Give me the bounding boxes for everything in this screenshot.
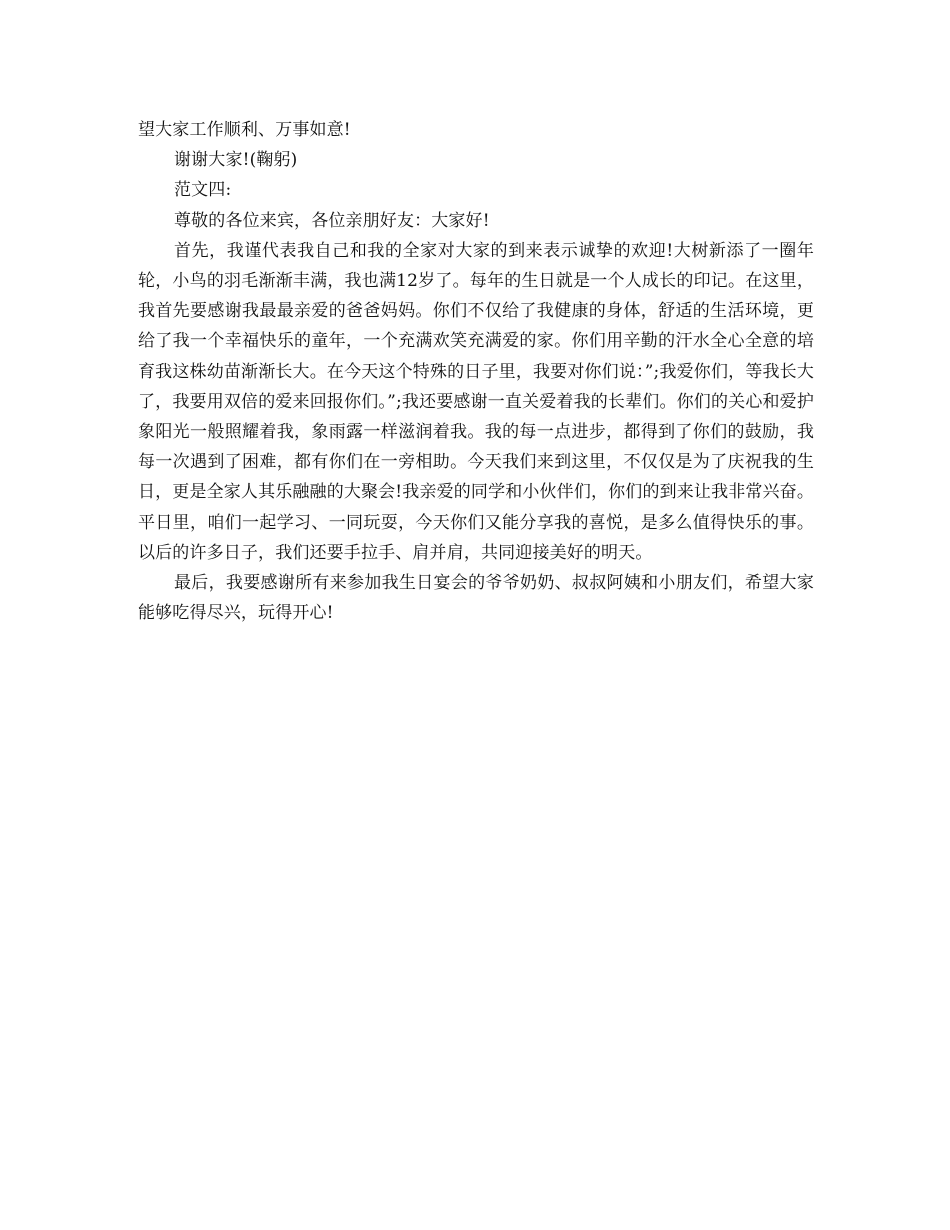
document-body [138, 115, 814, 628]
section-heading-sample-four: 范文四: [174, 180, 232, 201]
paragraph-final-thanks: 最后，我要感谢所有来参加我生日宴会的爷爷奶奶、叔叔阿姨和小朋友们，希望大家能够吃得尽兴，玩得开心! [138, 573, 814, 624]
paragraph-greeting: 尊敬的各位来宾，各位亲朋好友：大家好! [174, 210, 490, 231]
paragraph-thanks: 谢谢大家!(鞠躬) [174, 150, 298, 171]
paragraph-main-speech: 首先，我谨代表我自己和我的全家对大家的到来表示诚挚的欢迎!大树新添了一圈年轮，小鸟的羽毛渐渐丰满，我也满12岁了。每年的生日就是一个人成长的印记。在这里，我首先要感谢我最最亲爱的爸爸妈妈。你们不仅给了我健康的身体，舒适的生活环境，更给了我一个幸福快乐的童年，一个充满欢笑充满爱的家。你们用辛勤的汗水全心全意的培育我这株幼苗渐渐长大。在今天这个特殊的日子里，我要对你们说：”;我爱你们，等我长大了，我要用双倍的爱来回报你们。”;我还要感谢一直关爱着我的长辈们。你们的关心和爱护象阳光一般照耀着我，象雨露一样滋润着我。我的每一点进步，都得到了你们的鼓励，我每一次遇到了困难，都有你们在一旁相助。今天我们来到这里，不仅仅是为了庆祝我的生日，更是全家人其乐融融的大聚会!我亲爱的同学和小伙伴们，你们的到来让我非常兴奋。平日里，咱们一起学习、一同玩耍，今天你们又能分享我的喜悦，是多么值得快乐的事。以后的许多日子，我们还要手拉手、肩并肩，共同迎接美好的明天。 [138, 240, 814, 563]
paragraph-closing-wish: 望大家工作顺利、万事如意! [138, 120, 351, 140]
